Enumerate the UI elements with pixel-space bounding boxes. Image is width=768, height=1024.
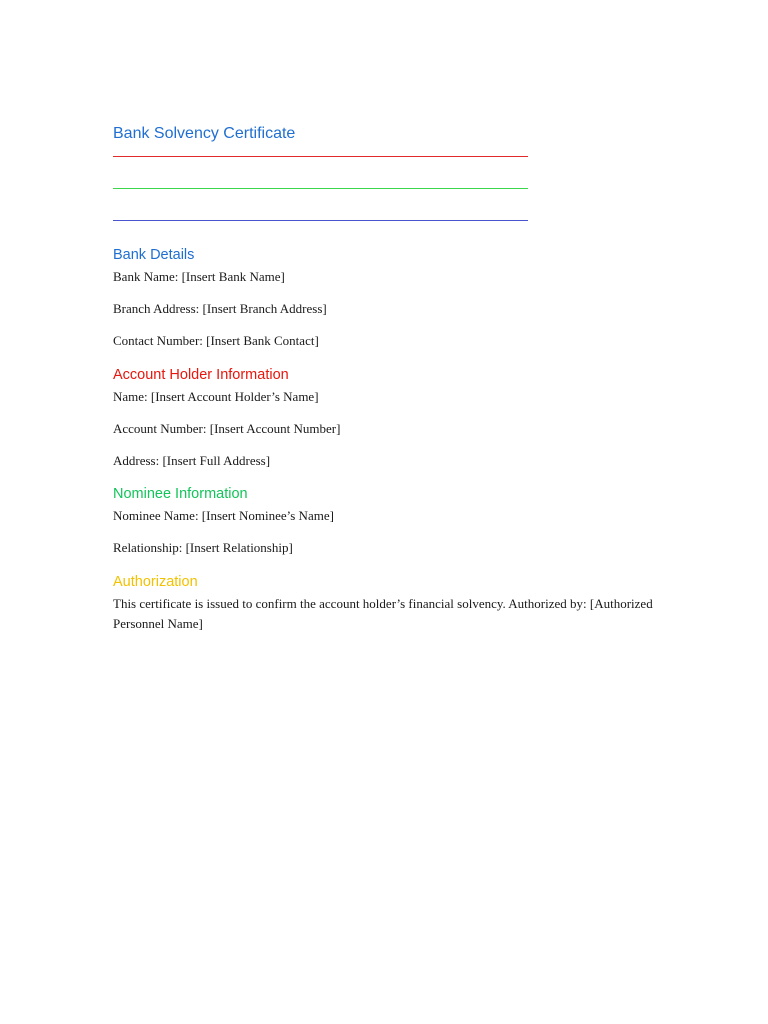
- bank-name-line: Bank Name: [Insert Bank Name]: [113, 269, 285, 284]
- authorization-text: This certificate is issued to confirm the account holder’s financial solvency. Authorized by: [Authorized Personnel Name]: [113, 596, 653, 631]
- section-heading-authorization: Authorization: [113, 574, 198, 590]
- section-heading-nominee: Nominee Information: [113, 486, 248, 502]
- branch-address-line: Branch Address: [Insert Branch Address]: [113, 301, 327, 316]
- divider-blue: [113, 220, 528, 221]
- relationship-line: Relationship: [Insert Relationship]: [113, 540, 293, 555]
- divider-green: [113, 188, 528, 189]
- section-heading-bank-details: Bank Details: [113, 247, 195, 263]
- account-number-line: Account Number: [Insert Account Number]: [113, 421, 341, 436]
- holder-name-line: Name: [Insert Account Holder’s Name]: [113, 389, 319, 404]
- divider-red: [113, 156, 528, 157]
- contact-number-line: Contact Number: [Insert Bank Contact]: [113, 333, 319, 348]
- address-line: Address: [Insert Full Address]: [113, 453, 271, 468]
- nominee-name-line: Nominee Name: [Insert Nominee’s Name]: [113, 508, 334, 523]
- section-heading-account-holder: Account Holder Information: [113, 367, 289, 383]
- document-title: Bank Solvency Certificate: [113, 125, 296, 142]
